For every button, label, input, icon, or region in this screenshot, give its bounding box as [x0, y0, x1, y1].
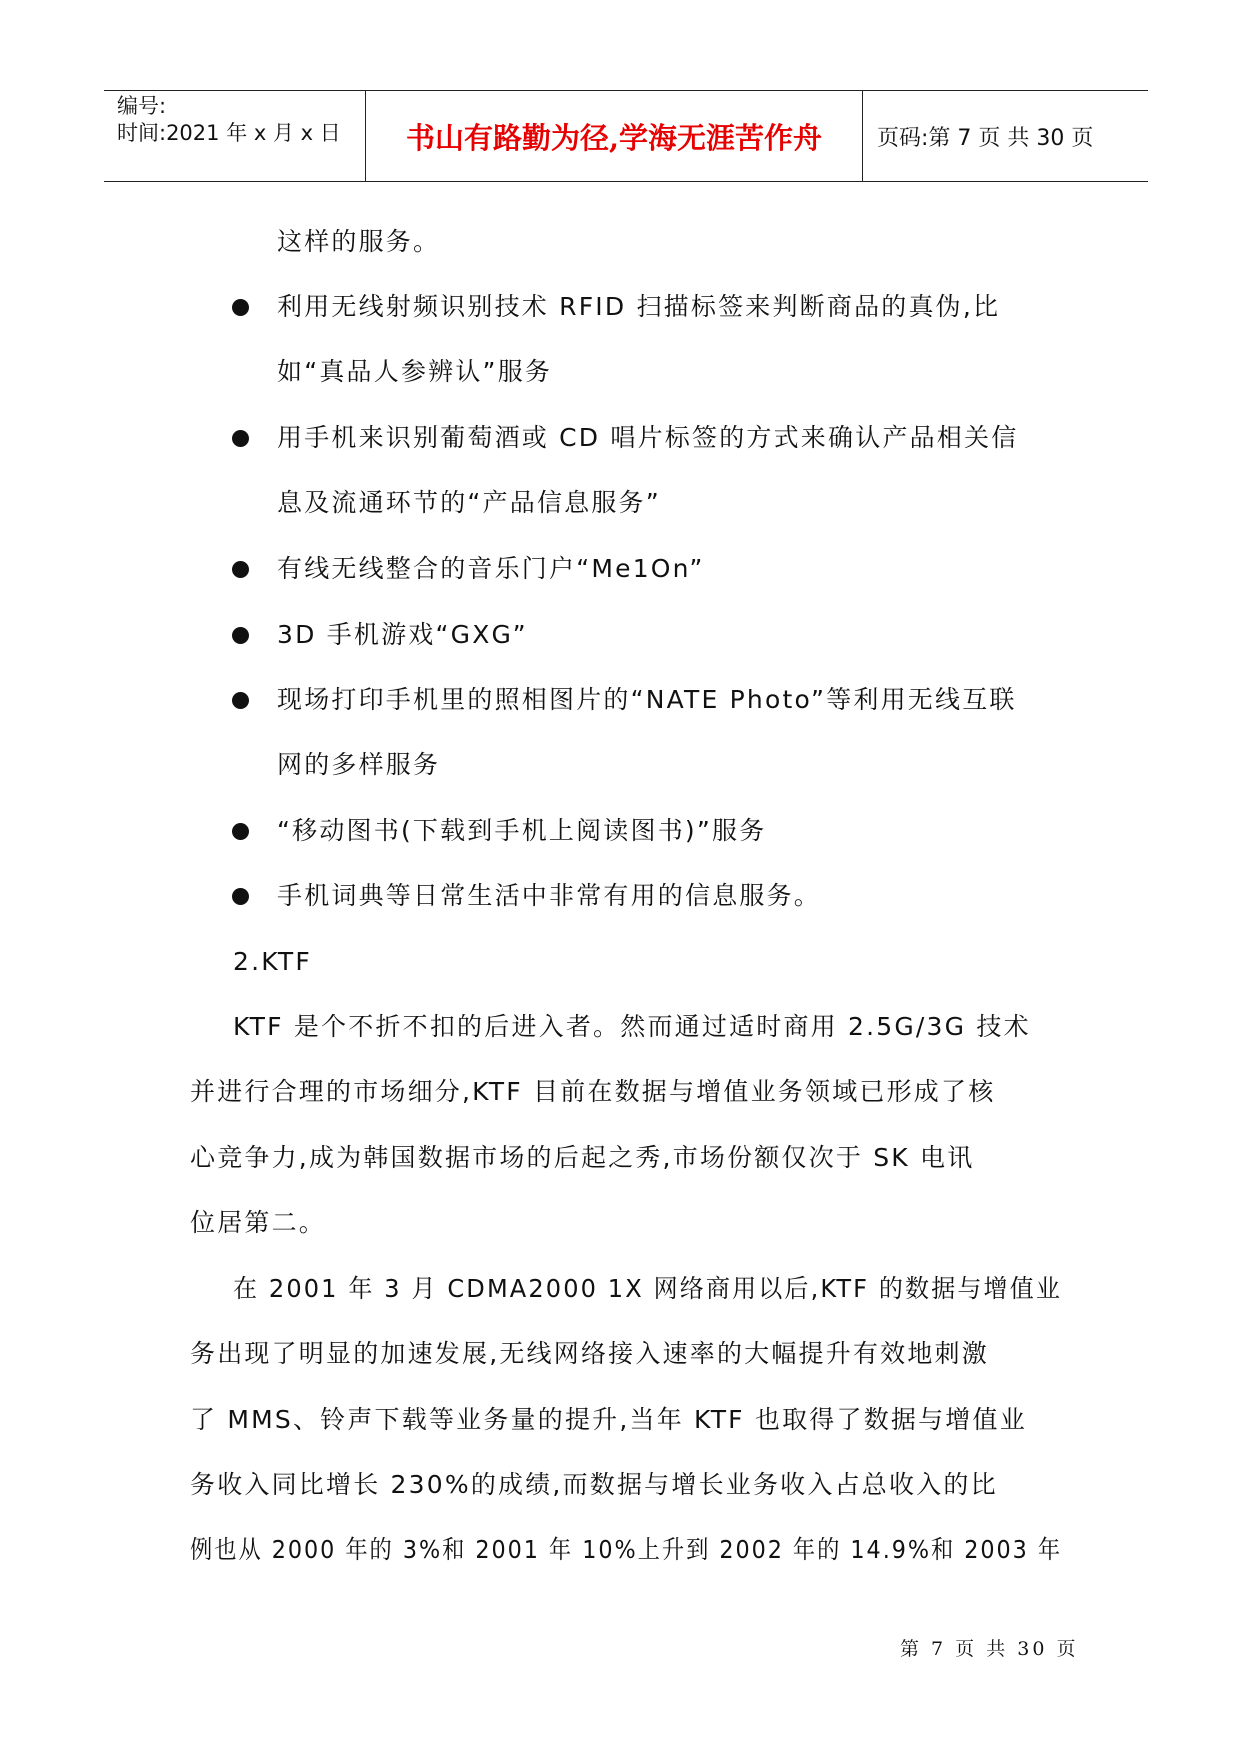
- bullet-dot: [232, 430, 249, 447]
- bullet-dot: [232, 692, 249, 709]
- bullet-2-line-2: 息及流通环节的“产品信息服务”: [277, 488, 661, 517]
- paragraph-1-line-3: 心竞争力,成为韩国数据市场的后起之秀,市场份额仅次于 SK 电讯: [190, 1143, 975, 1172]
- bullet-dot: [232, 888, 249, 905]
- bullet-1-line-1: 利用无线射频识别技术 RFID 扫描标签来判断商品的真伪,比: [277, 292, 1001, 321]
- paragraph-1-line-2: 并进行合理的市场细分,KTF 目前在数据与增值业务领域已形成了核: [190, 1077, 996, 1106]
- page-footer: 第 7 页 共 30 页: [900, 1638, 1079, 1660]
- header-meta: [104, 91, 366, 181]
- bullet-1-line-2: 如“真品人参辨认”服务: [277, 357, 553, 386]
- bullet-5-line-2: 网的多样服务: [277, 750, 441, 779]
- paragraph-2-line-3: 了 MMS、铃声下载等业务量的提升,当年 KTF 也取得了数据与增值业: [190, 1405, 1027, 1434]
- intro-line: 这样的服务。: [277, 227, 441, 256]
- page-header: [104, 90, 1148, 182]
- bullet-6-line-1: “移动图书(下载到手机上阅读图书)”服务: [277, 816, 767, 845]
- bullet-dot: [232, 627, 249, 644]
- section-heading: 2.KTF: [233, 947, 312, 976]
- bullet-3-line-1: 有线无线整合的音乐门户“Me1On”: [277, 554, 705, 583]
- bullet-dot: [232, 561, 249, 578]
- bullet-4-line-1: 3D 手机游戏“GXG”: [277, 620, 528, 649]
- bullet-5-line-1: 现场打印手机里的照相图片的“NATE Photo”等利用无线互联: [277, 685, 1017, 714]
- paragraph-2-line-1: 在 2001 年 3 月 CDMA2000 1X 网络商用以后,KTF 的数据与增值业: [233, 1274, 1063, 1303]
- paragraph-2-line-2: 务出现了明显的加速发展,无线网络接入速率的大幅提升有效地刺激: [190, 1339, 989, 1368]
- bullet-7-line-1: 手机词典等日常生活中非常有用的信息服务。: [277, 881, 822, 910]
- paragraph-2-line-5: 例也从 2000 年的 3%和 2001 年 10%上升到 2002 年的 14.9%和 2003 年: [190, 1535, 1063, 1564]
- header-page-info: 页码:第 7 页 共 30 页: [877, 125, 1094, 151]
- bullet-dot: [232, 299, 249, 316]
- document-time-label: 时间:2021 年 x 月 x 日: [117, 121, 341, 145]
- document-number-label: 编号:: [117, 94, 167, 118]
- paragraph-1-line-4: 位居第二。: [190, 1208, 327, 1237]
- bullet-dot: [232, 823, 249, 840]
- bullet-2-line-1: 用手机来识别葡萄酒或 CD 唱片标签的方式来确认产品相关信: [277, 423, 1019, 452]
- header-motto: 书山有路勤为径,学海无涯苦作舟: [366, 91, 863, 181]
- paragraph-1-line-1: KTF 是个不折不扣的后进入者。然而通过适时商用 2.5G/3G 技术: [233, 1012, 1031, 1041]
- paragraph-2-line-4: 务收入同比增长 230%的成绩,而数据与增长业务收入占总收入的比: [190, 1470, 998, 1499]
